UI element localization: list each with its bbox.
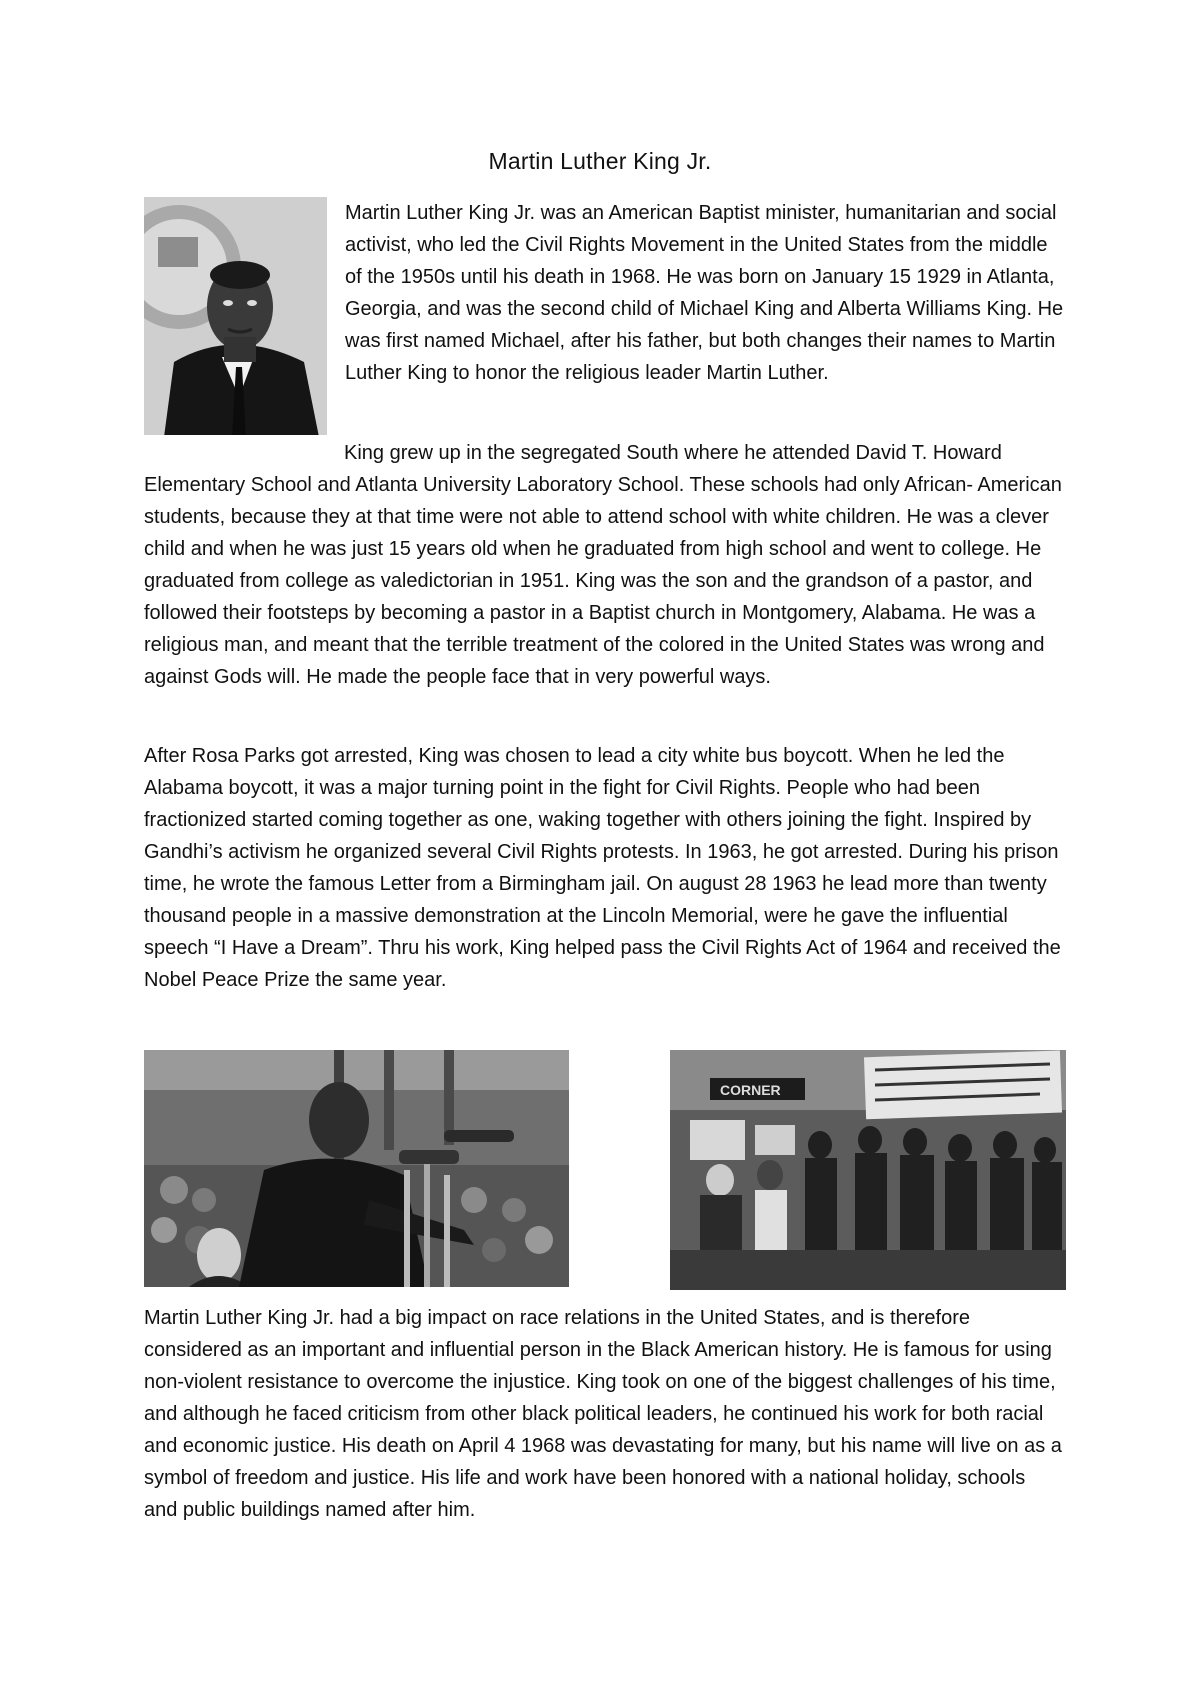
paragraph-4: Martin Luther King Jr. had a big impact on race relations in the United States, and is therefore considered as an important and influential person in the Black American history. He is famous for using non-violent resistance to overcome the injustice. King took on one of the biggest challenges of his time, and although he faced criticism from other black political leaders, he continued his work for both racial and economic justice. His death on April 4 1968 was devastating for many, but his name will live on as a symbol of freedom and justice. His life and work have been honored with a national holiday, schools and public buildings named after him. xyxy=(144,1307,1062,1521)
store-sign-text: CORNER xyxy=(720,1082,781,1098)
page-title: Martin Luther King Jr. xyxy=(488,148,712,174)
portrait-photo xyxy=(144,197,327,435)
paragraph-3: After Rosa Parks got arrested, King was chosen to lead a city white bus boycott. When he led the Alabama boycott, it was a major turning point in the fight for Civil Rights. People who had been fractionized started coming together as one, waking together with others joining the fight. Inspired by Gandhi’s activism he organized several Civil Rights protests. In 1963, he got arrested. During his prison time, he wrote the famous Letter from a Birmingham jail. On august 28 1963 he lead more than twenty thousand people in a massive demonstration at the Lincoln Memorial, were he gave the influential speech “I Have a Dream”. Thru his work, King helped pass the Civil Rights Act of 1964 and received the Nobel Peace Prize the same year. xyxy=(144,745,1061,991)
speech-photo xyxy=(144,1050,569,1287)
march-photo xyxy=(670,1050,1066,1290)
paragraph-2: King grew up in the segregated South where he attended David T. Howard Elementary School and Atlanta University Laboratory School. These schools had only African- American students, because they at that time were not able to attend school with white children. He was a clever child and when he was just 15 years old when he graduated from high school and went to college. He graduated from college as valedictorian in 1951. King was the son and the grandson of a pastor, and followed their footsteps by becoming a pastor in a Baptist church in Montgomery, Alabama. He was a religious man, and meant that the terrible treatment of the colored in the United States was wrong and against Gods will. He made the people face that in very powerful ways. xyxy=(144,442,1062,688)
march-graphic xyxy=(670,1050,1066,1290)
paragraph-1-block xyxy=(144,197,1064,441)
paragraph-1: Martin Luther King Jr. was an American Baptist minister, humanitarian and social activist, who led the Civil Rights Movement in the United States from the middle of the 1950s until his death in 1968. He was born on January 15 1929 in Atlanta, Georgia, and was the second child of Michael King and Alberta Williams King. He was first named Michael, after his father, but both changes their names to Martin Luther King to honor the religious leader Martin Luther. xyxy=(345,202,1064,384)
speech-graphic xyxy=(144,1050,569,1287)
portrait-graphic xyxy=(144,197,327,435)
